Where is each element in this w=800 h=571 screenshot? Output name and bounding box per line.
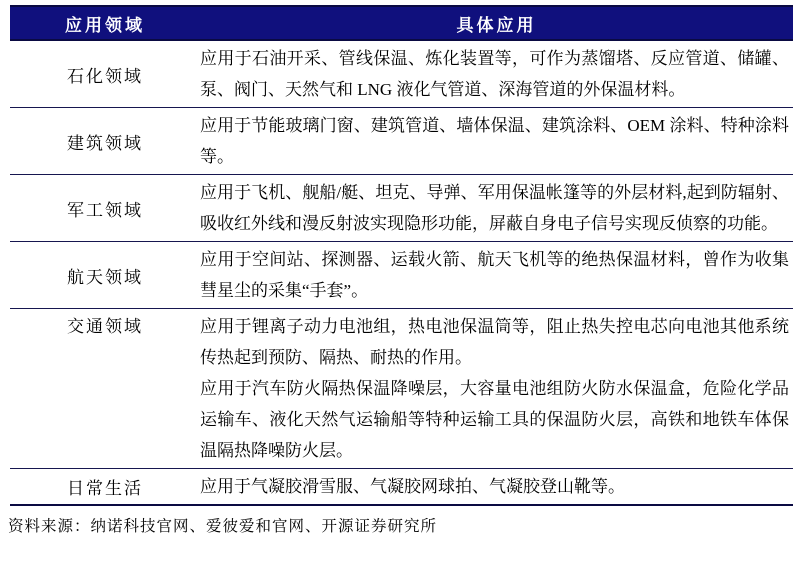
table-row bbox=[10, 469, 793, 506]
field-cell-military: 军工领域 bbox=[67, 200, 143, 220]
detail-text: 应用于节能玻璃门窗、建筑管道、墙体保温、建筑涂料、OEM 涂料、特种涂料等。 bbox=[200, 116, 789, 166]
field-cell-aerospace: 航天领域 bbox=[67, 267, 143, 287]
detail-text: 应用于气凝胶滑雪服、气凝胶网球拍、气凝胶登山靴等。 bbox=[200, 477, 625, 496]
field-cell-construction: 建筑领域 bbox=[67, 133, 143, 153]
field-cell-petrochemical: 石化领域 bbox=[67, 66, 143, 86]
detail-cell bbox=[200, 469, 793, 504]
table-row bbox=[10, 242, 793, 309]
header-col-application-field: 应用领域 bbox=[65, 15, 145, 35]
detail-text: 应用于锂离子动力电池组，热电池保温筒等，阻止热失控电芯向电池其他系统传热起到预防、隔热、耐热的作用。 bbox=[200, 317, 789, 367]
detail-text: 应用于飞机、舰船/艇、坦克、导弹、军用保温帐篷等的外层材料,起到防辐射、吸收红外线和漫反射波实现隐形功能，屏蔽自身电子信号实现反侦察的功能。 bbox=[200, 183, 789, 233]
table-row bbox=[10, 108, 793, 175]
field-cell-transportation: 交通领域 bbox=[67, 317, 143, 336]
table-row bbox=[10, 309, 793, 469]
detail-cell bbox=[200, 108, 793, 174]
table-row bbox=[10, 175, 793, 242]
detail-cell bbox=[200, 309, 793, 468]
data-source-note: 资料来源：纳诺科技官网、爱彼爱和官网、开源证券研究所 bbox=[8, 518, 438, 535]
header-col-specific-application: 具体应用 bbox=[456, 15, 537, 35]
table-header-row bbox=[10, 5, 793, 41]
table-row bbox=[10, 41, 793, 108]
detail-cell bbox=[200, 41, 793, 107]
detail-text: 应用于汽车防火隔热保温降噪层，大容量电池组防火防水保温盒，危险化学品运输车、液化天然气运输船等特种运输工具的保温防火层，高铁和地铁车体保温隔热降噪防火层。 bbox=[200, 379, 789, 460]
detail-text: 应用于石油开采、管线保温、炼化装置等，可作为蒸馏塔、反应管道、储罐、泵、阀门、天然气和 LNG 液化气管道、深海管道的外保温材料。 bbox=[200, 49, 789, 99]
detail-cell bbox=[200, 175, 793, 241]
application-table bbox=[10, 5, 793, 506]
detail-cell bbox=[200, 242, 793, 308]
detail-text: 应用于空间站、探测器、运载火箭、航天飞机等的绝热保温材料，曾作为收集彗星尘的采集“手套”。 bbox=[200, 250, 789, 300]
field-cell-daily-life: 日常生活 bbox=[67, 479, 143, 498]
